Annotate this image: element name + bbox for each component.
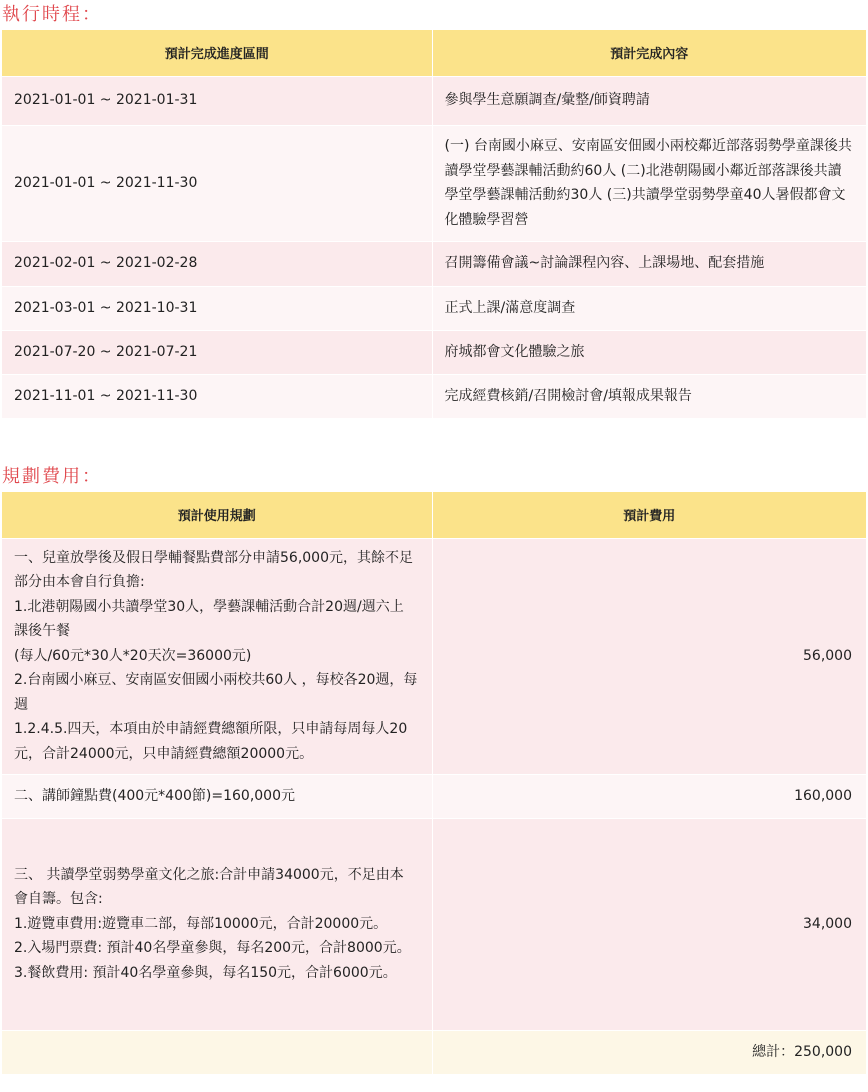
content-cell: 召開籌備會議~討論課程內容、上課場地、配套措施	[432, 241, 866, 286]
table-row	[2, 818, 866, 1030]
schedule-section	[0, 0, 868, 418]
period-cell: 2021-07-20 ~ 2021-07-21	[2, 330, 432, 374]
plan-line: 3.餐飲費用: 預計40名學童參與，每名150元，合計6000元。	[14, 964, 397, 981]
header-plan: 預計使用規劃	[2, 492, 432, 538]
table-row	[2, 538, 866, 774]
schedule-header-row	[2, 30, 866, 76]
content-cell: 府城都會文化體驗之旅	[432, 330, 866, 374]
table-row	[2, 76, 866, 125]
table-row	[2, 125, 866, 241]
total-row	[2, 1030, 866, 1074]
amount-cell: 56,000	[432, 538, 866, 774]
header-content: 預計完成內容	[432, 30, 866, 76]
header-period: 預計完成進度區間	[2, 30, 432, 76]
amount-cell: 34,000	[432, 818, 866, 1030]
plan-cell	[2, 774, 432, 818]
content-cell: 完成經費核銷/召開檢討會/填報成果報告	[432, 374, 866, 418]
budget-header-row	[2, 492, 866, 538]
period-cell: 2021-11-01 ~ 2021-11-30	[2, 374, 432, 418]
content-cell: 正式上課/滿意度調查	[432, 286, 866, 330]
table-row	[2, 241, 866, 286]
header-amount: 預計費用	[432, 492, 866, 538]
plan-line: 2.入場門票費: 預計40名學童參與，每名200元，合計8000元。	[14, 940, 411, 957]
plan-line: 2.台南國小麻豆、安南區安佃國小兩校共60人 ，每校各20週，每週	[14, 672, 418, 713]
budget-table	[2, 492, 866, 1074]
plan-line: 二、講師鐘點費(400元*400節)=160,000元	[14, 787, 295, 804]
plan-line: 三、 共讀學堂弱勢學童文化之旅:合計申請34000元，不足由本會自籌。包含:	[14, 866, 404, 908]
plan-line: (每人/60元*30人*20天次=36000元)	[14, 647, 252, 664]
budget-title: 規劃費用：	[2, 466, 102, 487]
table-row	[2, 374, 866, 418]
period-cell: 2021-02-01 ~ 2021-02-28	[2, 241, 432, 286]
schedule-title: 執行時程：	[2, 4, 102, 25]
content-cell: 參與學生意願調查/彙整/師資聘請	[432, 76, 866, 125]
plan-line: 1.2.4.5.四天，本項由於申請經費總額所限，只申請每周每人20元，合計24000元，只申請經費總額20000元。	[14, 721, 408, 762]
plan-cell	[2, 538, 432, 774]
total-spacer	[2, 1030, 432, 1074]
period-cell: 2021-01-01 ~ 2021-11-30	[2, 125, 432, 241]
content-cell: (一) 台南國小麻豆、安南區安佃國小兩校鄰近部落弱勢學童課後共讀學堂學藝課輔活動約60人 (二)北港朝陽國小鄰近部落課後共讀學堂學藝課輔活動約30人 (三)共讀學堂弱勢學童40人暑假都會文化體驗學習營	[432, 125, 866, 241]
plan-line: 一、兒童放學後及假日學輔餐點費部分申請56,000元，其餘不足部分由本會自行負擔:	[14, 549, 413, 591]
period-cell: 2021-01-01 ~ 2021-01-31	[2, 76, 432, 125]
plan-line: 1.遊覽車費用:遊覽車二部，每部10000元，合計20000元。	[14, 915, 388, 932]
total-amount: 總計：250,000	[432, 1030, 866, 1074]
table-row	[2, 330, 866, 374]
table-row	[2, 774, 866, 818]
plan-line: 1.北港朝陽國小共讀學堂30人，學藝課輔活動合計20週/週六上課後午餐	[14, 598, 404, 640]
budget-section	[0, 462, 868, 1074]
table-row	[2, 286, 866, 330]
schedule-table	[2, 30, 866, 418]
period-cell: 2021-03-01 ~ 2021-10-31	[2, 286, 432, 330]
amount-cell: 160,000	[432, 774, 866, 818]
plan-cell	[2, 818, 432, 1030]
